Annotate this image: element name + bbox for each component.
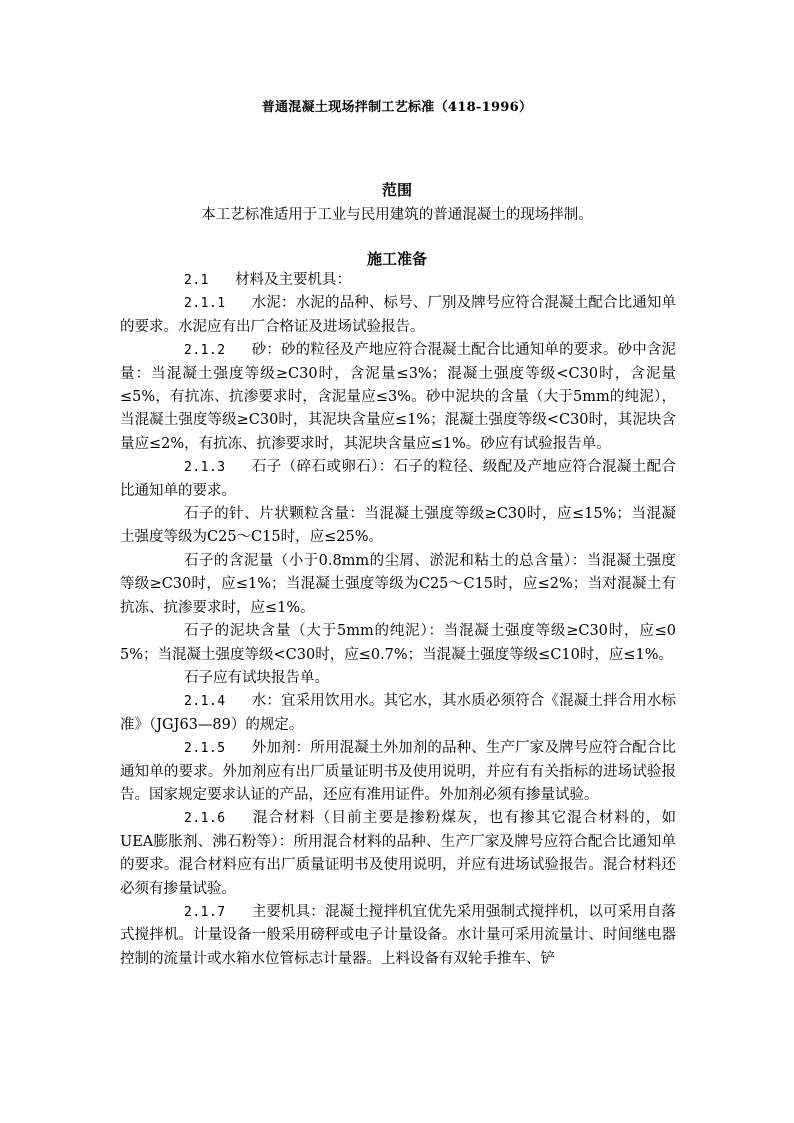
clause-text: 石子（碎石或卵石）：石子的粒径、级配及产地应符合混凝土配合比通知单的要求。 <box>120 459 676 499</box>
clause-text: 混合材料（目前主要是掺粉煤灰，也有掺其它混合材料的，如UEA膨胀剂、沸石粉等）：所用混合材料的品种、生产厂家及牌号应符合配合比通知单的要求。混合材料应有出厂质量证明书及使用说明，并应有进场试验报告。混合材料还必须有掺量试验。 <box>120 810 676 897</box>
paragraph-2-1-4 <box>120 690 676 737</box>
clause-text: 石子的含泥量（小于0.8mm的尘屑、淤泥和粘土的总含量）：当混凝土强度等级≥C30时，应≤1%；当混凝土强度等级为C25～C15时，应≤2%；当对混凝土有抗冻、抗渗要求时，应≤1%。 <box>120 552 676 616</box>
paragraph-2-1-1 <box>120 292 676 339</box>
clause-text: 砂：砂的粒径及产地应符合混凝土配合比通知单的要求。砂中含泥量：当混凝土强度等级≥C30时，含泥量≤3%；混凝土强度等级<C30时，含泥量≤5%，有抗冻、抗渗要求时，含泥量应≤3%。砂中泥块的含量（大于5mm的纯泥），当混凝土强度等级≥C30时，其泥块含量应≤1%；混凝土强度等级<C30时，其泥块含量应≤2%，有抗冻、抗渗要求时，其泥块含量应≤1%。砂应有试验报告单。 <box>120 342 676 452</box>
paragraph-2-1-7 <box>120 901 676 971</box>
clause-number: 2.1.2 <box>184 343 226 359</box>
scope-heading: 范围 <box>381 181 412 199</box>
paragraph-2-1-5 <box>120 737 676 807</box>
paragraph-mud-lump <box>120 620 676 667</box>
paragraph-2-1-6 <box>120 807 676 901</box>
paragraph-2-1 <box>120 269 676 292</box>
clause-number: 2.1.6 <box>184 811 226 827</box>
clause-text: 石子的针、片状颗粒含量：当混凝土强度等级≥C30时，应≤15%；当混凝土强度等级为C25～C15时，应≤25%。 <box>120 506 676 546</box>
clause-text: 石子应有试块报告单。 <box>184 669 329 686</box>
clause-number: 2.1.4 <box>184 694 226 710</box>
clause-number: 2.1.7 <box>184 904 226 920</box>
clause-text: 外加剂：所用混凝土外加剂的品种、生产厂家及牌号应符合配合比通知单的要求。外加剂应有出厂质量证明书及使用说明，并应有有关指标的进场试验报告。国家规定要求认证的产品，还应有准用证件。外加剂必须有掺量试验。 <box>120 740 676 803</box>
paragraph-mud-content <box>120 550 676 620</box>
scope-text: 本工艺标准适用于工业与民用建筑的普通混凝土的现场拌制。 <box>201 207 593 223</box>
paragraph-test-report <box>120 667 676 690</box>
paragraph-needle-flake <box>120 503 676 550</box>
clause-text: 主要机具：混凝土搅拌机宜优先采用强制式搅拌机，以可采用自落式搅拌机。计量设备一般采用磅秤或电子计量设备。水计量可采用流量计、时间继电器控制的流量计或水箱水位管标志计量器。上料设备有双轮手推车、铲 <box>120 903 676 967</box>
clause-text: 石子的泥块含量（大于5mm的纯泥）：当混凝土强度等级≥C30时，应≤0 5%；当混凝土强度等级<C30时，应≤0.7%；当混凝土强度等级≤C10时，应≤1%。 <box>120 623 676 663</box>
paragraph-2-1-3 <box>120 456 676 503</box>
clause-number: 2.1.3 <box>184 460 226 476</box>
clause-text: 水泥：水泥的品种、标号、厂别及牌号应符合混凝土配合比通知单的要求。水泥应有出厂合格证及进场试验报告。 <box>120 295 676 335</box>
document-title: 普通混凝土现场拌制工艺标准（418-1996） <box>261 100 533 115</box>
preparation-heading: 施工准备 <box>366 250 427 268</box>
clause-text: 材料及主要机具： <box>234 272 351 288</box>
clause-number: 2.1.1 <box>184 296 226 312</box>
preparation-body <box>120 269 676 971</box>
clause-number: 2.1 <box>184 273 209 288</box>
paragraph-2-1-2 <box>120 339 676 456</box>
clause-number: 2.1.5 <box>184 741 226 757</box>
clause-text: 水：宜采用饮用水。其它水，其水质必须符合《混凝土拌合用水标准》（JGJ63—89）的规定。 <box>120 693 676 733</box>
